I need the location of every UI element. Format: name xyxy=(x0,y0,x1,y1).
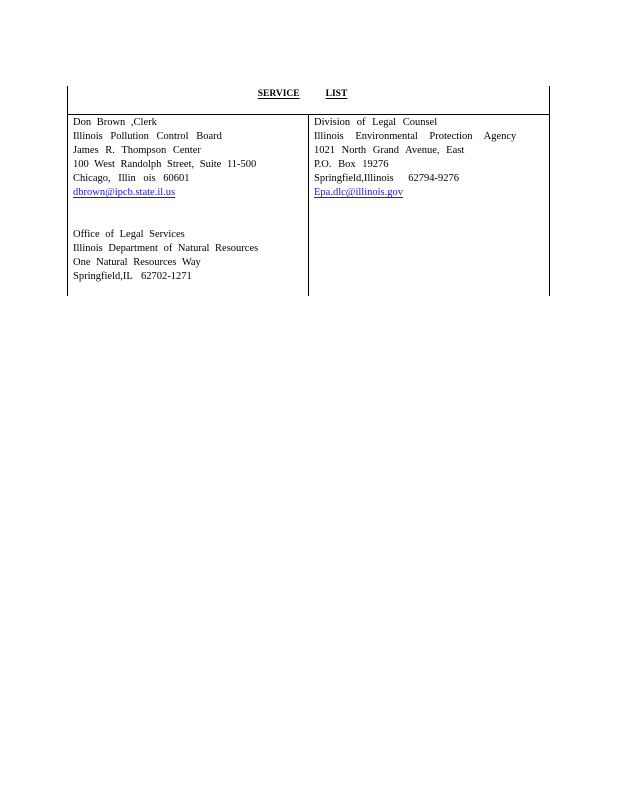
contact-pobox-line: P.O. Box 19276 xyxy=(314,159,389,170)
service-list-heading xyxy=(67,89,550,109)
heading-word-service: SERVICE xyxy=(257,89,300,99)
table-header-divider xyxy=(67,114,550,115)
contact-street-line: 100 West Randolph Street, Suite 11-500 xyxy=(73,159,257,170)
right-column-cell xyxy=(314,116,546,200)
contact-division-line: Division of Legal Counsel xyxy=(314,117,438,128)
contact-city-line: Springfield,Illinois 62794-9276 xyxy=(314,173,459,184)
contact-office-line: Office of Legal Services xyxy=(73,229,185,240)
left-column-cell xyxy=(73,116,305,284)
contact-city-line: Chicago, Illin ois 60601 xyxy=(73,173,190,184)
contact-city-line: Springfield,IL 62702-1271 xyxy=(73,271,192,282)
contact-dept-line: Illinois Department of Natural Resources xyxy=(73,243,259,254)
contact-org-line: Illinois Pollution Control Board xyxy=(73,131,222,142)
contact-street-line: 1021 North Grand Avenue, East xyxy=(314,145,465,156)
heading-word-list: LIST xyxy=(325,89,348,99)
contact-email-line xyxy=(73,186,305,200)
email-link[interactable]: Epa.dlc@illinois.gov xyxy=(314,187,403,198)
contact-name-line: Don Brown ,Clerk xyxy=(73,117,157,128)
spacer xyxy=(73,200,305,228)
contact-email-line xyxy=(314,186,546,200)
service-list-table xyxy=(67,86,550,296)
contact-address-line: One Natural Resources Way xyxy=(73,257,201,268)
table-right-border xyxy=(549,86,550,296)
contact-agency-line: Illinois Environmental Protection Agency xyxy=(314,131,517,142)
table-column-divider xyxy=(308,115,309,296)
contact-building-line: James R. Thompson Center xyxy=(73,145,201,156)
email-link[interactable]: dbrown@ipcb.state.il.us xyxy=(73,187,176,198)
table-left-border xyxy=(67,86,68,296)
